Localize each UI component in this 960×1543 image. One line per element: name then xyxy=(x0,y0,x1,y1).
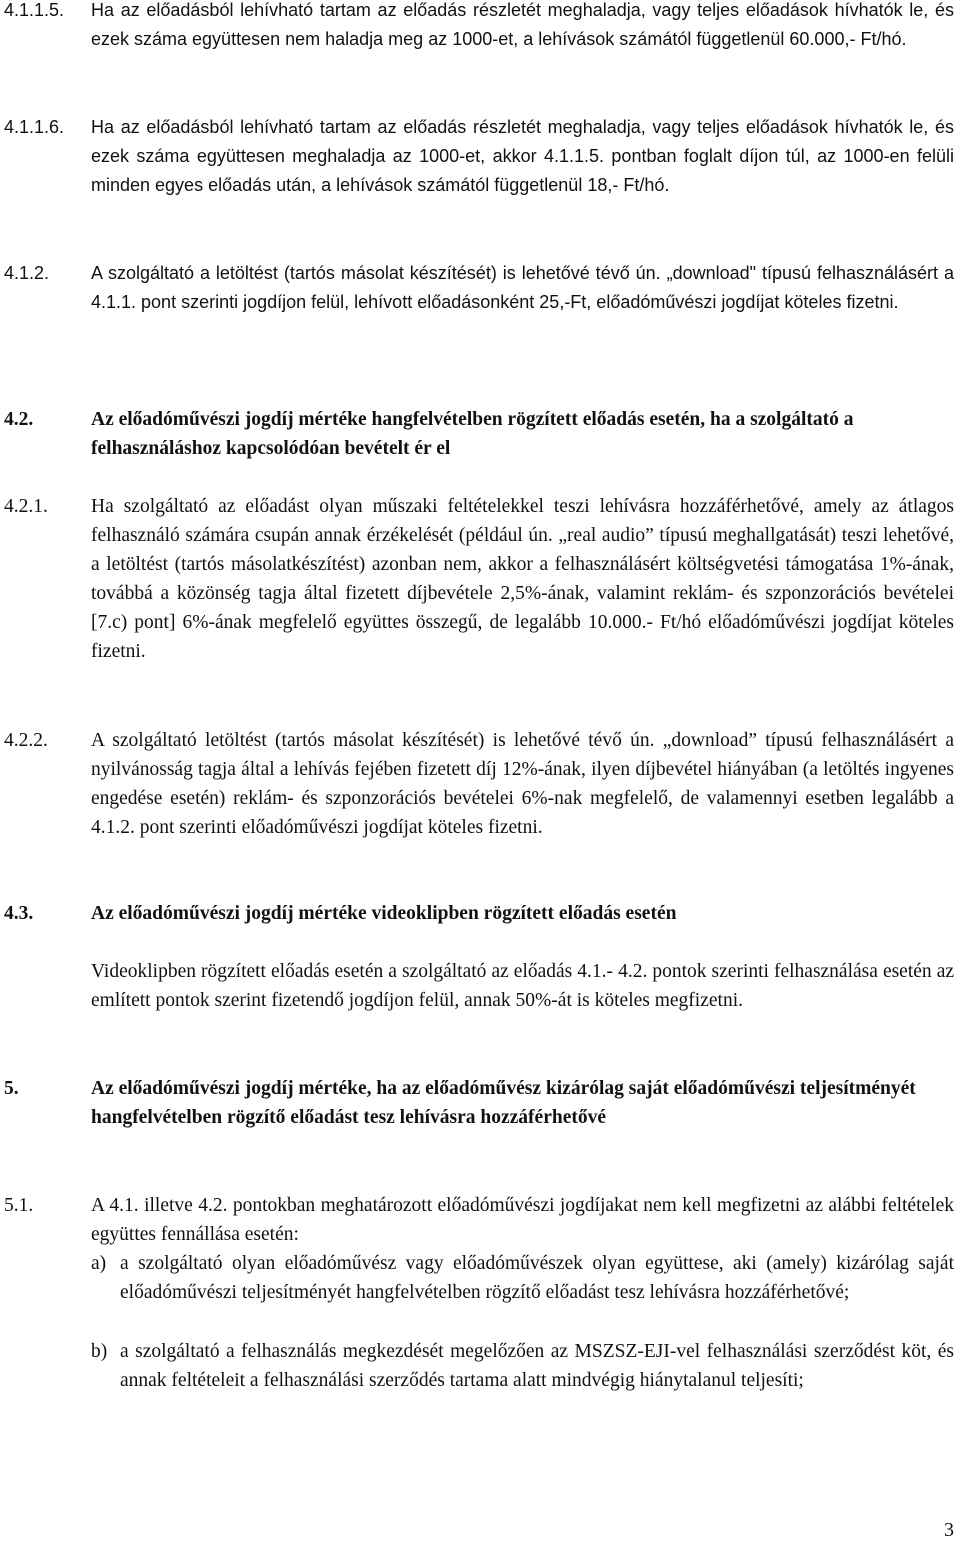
list-marker: a) xyxy=(91,1253,107,1274)
page-number: 3 xyxy=(944,1519,954,1541)
section-number: 5.1. xyxy=(4,1195,34,1216)
section-heading: Az előadóművészi jogdíj mértéke videoklipben rögzített előadás esetén xyxy=(91,903,677,924)
section-text: Ha az előadásból lehívható tartam az előadás részletét meghaladja, vagy teljes előadások hívhatók le, és ezek száma együttesen nem haladja meg az 1000-et, a lehívások számától függetlenül 60.000,- Ft/hó. xyxy=(91,0,954,49)
section-text: A szolgáltató a letöltést (tartós másolat készítését) is lehetővé tévő ún. „download" típusú felhasználásért a 4.1.1. pont szerinti jogdíjon felül, lehívott előadásonként 25,-Ft, előadóművészi jogdíjat köteles fizetni. xyxy=(91,263,954,312)
section-number: 4.3. xyxy=(4,903,34,924)
section-heading: Az előadóművészi jogdíj mértéke hangfelvételben rögzített előadás esetén, ha a szolgáltató a felhasználáshoz kapcsolódóan bevételt ér el xyxy=(91,409,854,459)
list-marker: b) xyxy=(91,1341,108,1362)
section-heading: Az előadóművészi jogdíj mértéke, ha az előadóművész kizárólag saját előadóművészi teljesítményét hangfelvételben rögzítő előadást tesz lehívásra hozzáférhetővé xyxy=(91,1078,916,1128)
section-number: 4.2.2. xyxy=(4,730,48,751)
section-number: 4.1.1.5. xyxy=(4,0,65,20)
section-number: 4.1.2. xyxy=(4,263,50,283)
section-number: 4.2.1. xyxy=(4,496,48,517)
section-text: A szolgáltató letöltést (tartós másolat készítését) is lehetővé tévő ún. „download” típusú felhasználásért a nyilvánosság tagja által a lehívás fejében fizetett díj 12%-ának, ilyen díjbevétel hiányában (a letöltés ingyenes engedése esetén) reklám- és szponzorációs bevételei 6%-nak megfelelő, de valamennyi esetben legalább a 4.1.2. pont szerinti előadóművészi jogdíjat köteles fizetni. xyxy=(91,730,954,838)
section-number: 4.2. xyxy=(4,409,34,430)
section-number: 5. xyxy=(4,1078,19,1099)
list-item-text: a szolgáltató olyan előadóművész vagy előadóművészek olyan együttese, aki (amely) kizárólag saját előadóművészi teljesítményét hangfelvételben rögzítő előadást tesz lehívásra hozzáférhetővé; xyxy=(120,1253,954,1303)
section-text: Videoklipben rögzített előadás esetén a szolgáltató az előadás 4.1.- 4.2. pontok szerinti felhasználása esetén az említett pontok szerint fizetendő jogdíjon felül, annak 50%-át is köteles megfizetni. xyxy=(91,961,954,1011)
section-text: Ha az előadásból lehívható tartam az előadás részletét meghaladja, vagy teljes előadások hívhatók le, és ezek száma együttesen meghaladja az 1000-et, akkor 4.1.1.5. pontban foglalt díjon túl, az 1000-en felüli minden egyes előadás után, a lehívások számától függetlenül 18,- Ft/hó. xyxy=(91,117,954,195)
section-text: Ha szolgáltató az előadást olyan műszaki feltételekkel teszi lehívásra hozzáférhetővé, amely az átlagos felhasználó számára csupán annak érzékelését (például ún. „real audio” típusú meghallgatását) teszi lehetővé, a letöltést (tartós másolatkészítést) azonban nem, akkor a felhasználásért költségvetési támogatása 1%-ának, továbbá a közönség tagja által fizetett díjbevétele 2,5%-ának, valamint reklám- és szponzorációs bevételei [7.c) pont] 6%-ának megfelelő együttes összegű, de legalább 10.000.- Ft/hó előadóművészi jogdíjat köteles fizetni. xyxy=(91,496,954,662)
section-text: A 4.1. illetve 4.2. pontokban meghatározott előadóművészi jogdíjakat nem kell megfizetni az alábbi feltételek együttes fennállása esetén: xyxy=(91,1195,954,1245)
section-number: 4.1.1.6. xyxy=(4,117,65,137)
list-item-text: a szolgáltató a felhasználás megkezdését megelőzően az MSZSZ-EJI-vel felhasználási szerződést köt, és annak feltételeit a felhasználási szerződés tartama alatt mindvégig hiánytalanul teljesíti; xyxy=(120,1341,954,1391)
